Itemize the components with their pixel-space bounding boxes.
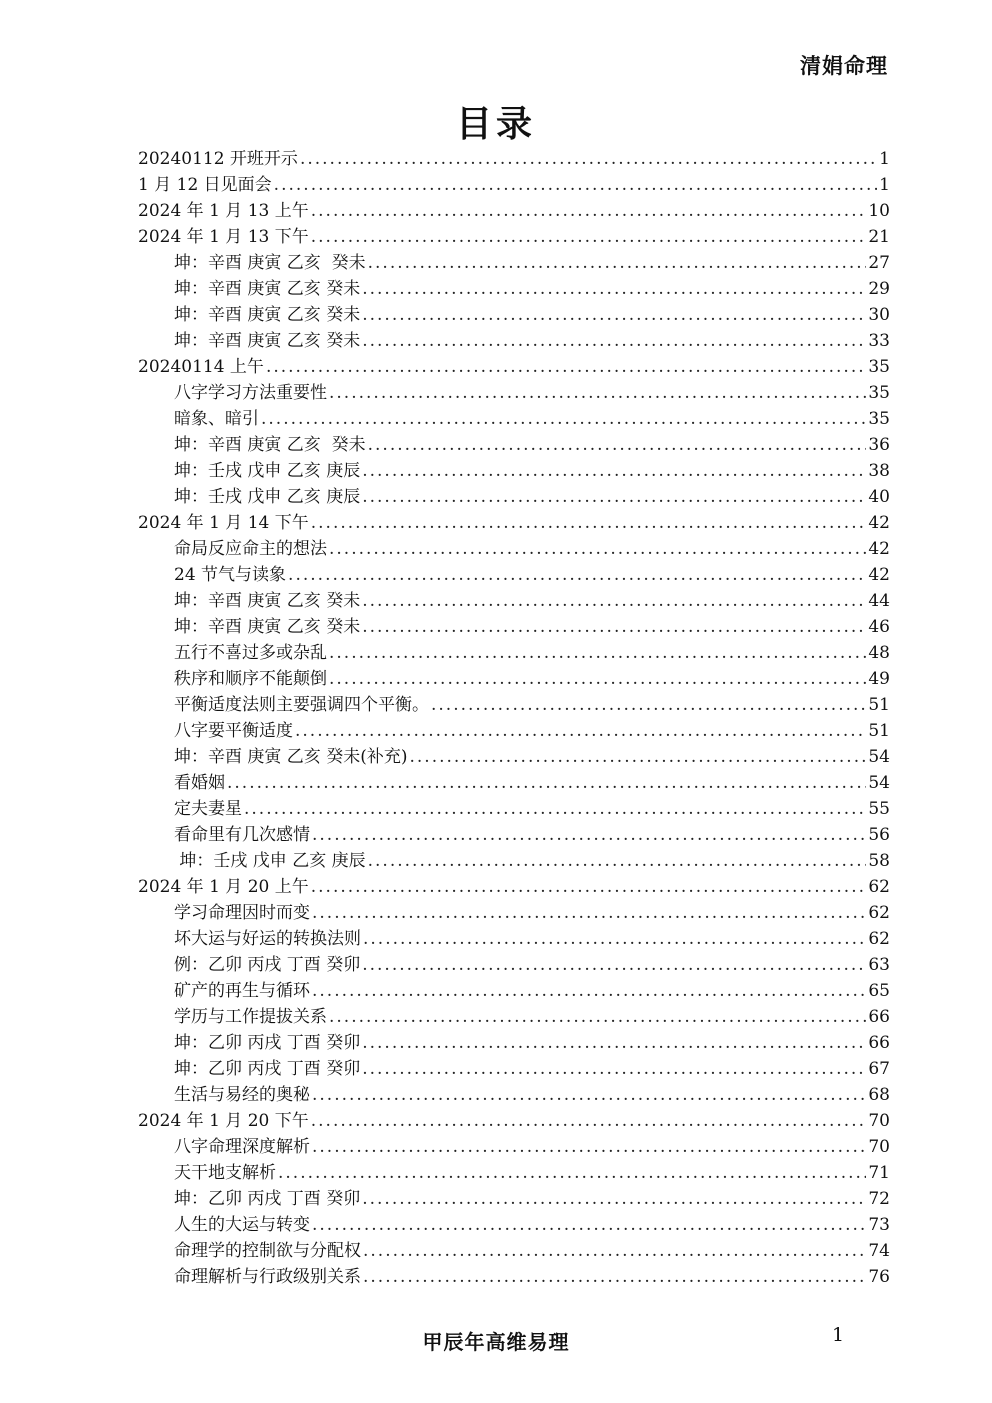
toc-entry[interactable] xyxy=(138,224,890,250)
toc-entry[interactable] xyxy=(138,250,890,276)
toc-entry-page: 40 xyxy=(868,487,890,507)
toc-entry-label: 天干地支解析 xyxy=(174,1163,276,1183)
toc-entry-page: 21 xyxy=(868,227,890,247)
toc-dot-leader xyxy=(312,822,866,848)
toc-entry[interactable] xyxy=(138,484,890,510)
toc-entry-label: 看婚姻 xyxy=(174,773,225,793)
toc-entry[interactable] xyxy=(138,510,890,536)
toc-entry-label: 坤：壬戌 戊申 乙亥 庚辰 xyxy=(174,851,366,871)
toc-entry[interactable] xyxy=(138,718,890,744)
toc-entry-label: 五行不喜过多或杂乱 xyxy=(174,643,327,663)
toc-entry-label: 20240112 开班开示 xyxy=(138,149,298,169)
toc-entry[interactable] xyxy=(138,952,890,978)
toc-entry[interactable] xyxy=(138,796,890,822)
toc-entry-label: 定夫妻星 xyxy=(174,799,242,819)
toc-entry-label: 坤：乙卯 丙戌 丁酉 癸卯 xyxy=(174,1059,361,1079)
toc-entry-page: 36 xyxy=(868,435,890,455)
toc-entry-label: 20240114 上午 xyxy=(138,357,264,377)
toc-entry-label: 坤：辛酉 庚寅 乙亥 癸未 xyxy=(174,253,366,273)
toc-entry-page: 72 xyxy=(868,1189,890,1209)
toc-entry[interactable] xyxy=(138,172,890,198)
toc-entry-label: 八字学习方法重要性 xyxy=(174,383,327,403)
toc-entry[interactable] xyxy=(138,874,890,900)
toc-entry[interactable] xyxy=(138,1134,890,1160)
toc-entry-page: 55 xyxy=(868,799,890,819)
toc-dot-leader xyxy=(329,1004,866,1030)
toc-entry-page: 49 xyxy=(868,669,890,689)
toc-entry-page: 42 xyxy=(868,565,890,585)
toc-entry-page: 51 xyxy=(868,695,890,715)
toc-entry-page: 27 xyxy=(868,253,890,273)
toc-entry-label: 命理学的控制欲与分配权 xyxy=(174,1241,361,1261)
toc-dot-leader xyxy=(227,770,866,796)
toc-entry-page: 35 xyxy=(868,383,890,403)
toc-dot-leader xyxy=(311,224,867,250)
toc-entry-label: 坤：壬戌 戊申 乙亥 庚辰 xyxy=(174,461,361,481)
toc-entry-label: 命局反应命主的想法 xyxy=(174,539,327,559)
toc-entry-label: 例：乙卯 丙戌 丁酉 癸卯 xyxy=(174,955,361,975)
toc-entry-page: 65 xyxy=(868,981,890,1001)
toc-entry[interactable] xyxy=(138,744,890,770)
toc-entry-label: 学习命理因时而变 xyxy=(174,903,310,923)
toc-entry-page: 33 xyxy=(868,331,890,351)
toc-entry-page: 70 xyxy=(868,1111,890,1131)
toc-entry-label: 平衡适度法则主要强调四个平衡。 xyxy=(174,695,429,715)
toc-dot-leader xyxy=(362,588,866,614)
toc-entry-label: 生活与易经的奥秘 xyxy=(174,1085,310,1105)
toc-entry[interactable] xyxy=(138,640,890,666)
toc-dot-leader xyxy=(362,952,866,978)
toc-entry-label: 坤：辛酉 庚寅 乙亥 癸未 xyxy=(174,591,361,611)
toc-entry-page: 76 xyxy=(868,1267,890,1287)
footer-text: 甲辰年高维易理 xyxy=(422,1330,570,1354)
toc-entry-page: 35 xyxy=(868,357,890,377)
toc-dot-leader xyxy=(274,172,878,198)
toc-entry-label: 24 节气与读象 xyxy=(174,565,287,585)
toc-entry-page: 35 xyxy=(868,409,890,429)
toc-dot-leader xyxy=(312,1134,866,1160)
toc-entry[interactable] xyxy=(138,1004,890,1030)
toc-entry[interactable] xyxy=(138,302,890,328)
toc-entry-page: 67 xyxy=(868,1059,890,1079)
toc-entry-page: 62 xyxy=(868,903,890,923)
toc-entry-label: 坤：辛酉 庚寅 乙亥 癸未 xyxy=(174,279,361,299)
toc-dot-leader xyxy=(362,328,866,354)
toc-dot-leader xyxy=(362,1186,866,1212)
toc-dot-leader xyxy=(362,484,866,510)
toc-entry-label: 2024 年 1 月 13 下午 xyxy=(138,227,309,247)
toc-entry-page: 56 xyxy=(868,825,890,845)
toc-entry[interactable] xyxy=(138,1082,890,1108)
toc-entry-label: 坤：乙卯 丙戌 丁酉 癸卯 xyxy=(174,1189,361,1209)
toc-entry-label: 坏大运与好运的转换法则 xyxy=(174,929,361,949)
toc-entry-label: 2024 年 1 月 13 上午 xyxy=(138,201,309,221)
toc-entry-label: 坤：乙卯 丙戌 丁酉 癸卯 xyxy=(174,1033,361,1053)
toc-entry[interactable] xyxy=(138,458,890,484)
toc-entry[interactable] xyxy=(138,692,890,718)
toc-entry[interactable] xyxy=(138,900,890,926)
toc-entry[interactable] xyxy=(138,822,890,848)
header-brand: 清娟命理 xyxy=(800,53,888,78)
toc-dot-leader xyxy=(244,796,866,822)
toc-entry-label: 矿产的再生与循环 xyxy=(174,981,310,1001)
toc-entry-label: 坤：辛酉 庚寅 乙亥 癸未 xyxy=(174,331,361,351)
toc-entry-label: 八字命理深度解析 xyxy=(174,1137,310,1157)
toc-entry[interactable] xyxy=(138,1212,890,1238)
toc-entry-page: 62 xyxy=(868,929,890,949)
toc-entry-page: 1 xyxy=(879,175,890,195)
toc-entry[interactable] xyxy=(138,1108,890,1134)
toc-entry[interactable] xyxy=(138,848,890,874)
toc-entry-label: 坤：辛酉 庚寅 乙亥 癸未 xyxy=(174,617,361,637)
toc-entry[interactable] xyxy=(138,1056,890,1082)
toc-entry-label: 人生的大运与转变 xyxy=(174,1215,310,1235)
toc-dot-leader xyxy=(362,1030,866,1056)
toc-dot-leader xyxy=(368,432,867,458)
toc-dot-leader xyxy=(409,744,866,770)
toc-entry[interactable] xyxy=(138,1264,890,1290)
toc-dot-leader xyxy=(311,198,867,224)
toc-entry-page: 71 xyxy=(868,1163,890,1183)
toc-dot-leader xyxy=(329,380,866,406)
toc-dot-leader xyxy=(261,406,866,432)
table-of-contents xyxy=(138,146,890,1290)
toc-entry[interactable] xyxy=(138,1186,890,1212)
toc-entry[interactable] xyxy=(138,978,890,1004)
toc-entry-label: 坤：辛酉 庚寅 乙亥 癸未 xyxy=(174,305,361,325)
toc-dot-leader xyxy=(329,666,866,692)
toc-dot-leader xyxy=(362,1056,866,1082)
toc-entry[interactable] xyxy=(138,432,890,458)
toc-entry-label: 2024 年 1 月 14 下午 xyxy=(138,513,309,533)
toc-entry-page: 1 xyxy=(879,149,890,169)
toc-dot-leader xyxy=(312,1212,866,1238)
toc-entry-page: 44 xyxy=(868,591,890,611)
toc-entry-label: 看命里有几次感情 xyxy=(174,825,310,845)
toc-dot-leader xyxy=(329,640,866,666)
toc-entry-page: 51 xyxy=(868,721,890,741)
toc-entry[interactable] xyxy=(138,666,890,692)
toc-entry-page: 54 xyxy=(868,773,890,793)
toc-entry[interactable] xyxy=(138,198,890,224)
toc-entry[interactable] xyxy=(138,562,890,588)
toc-entry-page: 73 xyxy=(868,1215,890,1235)
toc-entry-page: 42 xyxy=(868,513,890,533)
toc-entry[interactable] xyxy=(138,354,890,380)
toc-dot-leader xyxy=(329,536,866,562)
toc-entry-label: 坤：辛酉 庚寅 乙亥 癸未 xyxy=(174,435,366,455)
page-number: 1 xyxy=(832,1324,845,1346)
toc-dot-leader xyxy=(312,1082,866,1108)
toc-dot-leader xyxy=(431,692,866,718)
toc-entry-page: 30 xyxy=(868,305,890,325)
toc-entry-label: 2024 年 1 月 20 上午 xyxy=(138,877,309,897)
toc-dot-leader xyxy=(300,146,877,172)
toc-entry-label: 暗象、暗引 xyxy=(174,409,259,429)
toc-entry[interactable] xyxy=(138,406,890,432)
toc-entry[interactable] xyxy=(138,1160,890,1186)
toc-dot-leader xyxy=(266,354,866,380)
toc-entry-page: 58 xyxy=(868,851,890,871)
toc-entry-page: 66 xyxy=(868,1007,890,1027)
toc-entry[interactable] xyxy=(138,380,890,406)
toc-dot-leader xyxy=(288,562,866,588)
toc-entry[interactable] xyxy=(138,926,890,952)
toc-entry-label: 坤：辛酉 庚寅 乙亥 癸未(补充) xyxy=(174,747,408,767)
toc-dot-leader xyxy=(368,250,867,276)
toc-entry[interactable] xyxy=(138,146,890,172)
toc-entry-page: 63 xyxy=(868,955,890,975)
toc-dot-leader xyxy=(363,926,866,952)
toc-entry-label: 八字要平衡适度 xyxy=(174,721,293,741)
toc-entry-page: 42 xyxy=(868,539,890,559)
toc-entry-page: 62 xyxy=(868,877,890,897)
page-title: 目录 xyxy=(455,103,536,145)
toc-entry-page: 54 xyxy=(868,747,890,767)
toc-entry-page: 74 xyxy=(868,1241,890,1261)
toc-dot-leader xyxy=(362,458,866,484)
toc-entry-label: 学历与工作提拔关系 xyxy=(174,1007,327,1027)
toc-dot-leader xyxy=(312,900,866,926)
toc-entry-label: 2024 年 1 月 20 下午 xyxy=(138,1111,309,1131)
toc-entry[interactable] xyxy=(138,276,890,302)
toc-dot-leader xyxy=(368,848,867,874)
toc-dot-leader xyxy=(362,302,866,328)
toc-entry[interactable] xyxy=(138,328,890,354)
toc-dot-leader xyxy=(363,1264,866,1290)
toc-entry-page: 10 xyxy=(868,201,890,221)
toc-entry-page: 70 xyxy=(868,1137,890,1157)
toc-entry[interactable] xyxy=(138,770,890,796)
toc-dot-leader xyxy=(362,614,866,640)
toc-entry-page: 48 xyxy=(868,643,890,663)
toc-entry[interactable] xyxy=(138,1030,890,1056)
toc-entry-page: 38 xyxy=(868,461,890,481)
toc-entry[interactable] xyxy=(138,588,890,614)
toc-dot-leader xyxy=(295,718,866,744)
toc-entry-label: 命理解析与行政级别关系 xyxy=(174,1267,361,1287)
toc-entry-page: 46 xyxy=(868,617,890,637)
toc-dot-leader xyxy=(311,1108,867,1134)
toc-dot-leader xyxy=(311,510,867,536)
toc-entry-page: 66 xyxy=(868,1033,890,1053)
toc-entry[interactable] xyxy=(138,1238,890,1264)
toc-dot-leader xyxy=(278,1160,866,1186)
toc-entry[interactable] xyxy=(138,614,890,640)
toc-dot-leader xyxy=(363,1238,866,1264)
toc-entry-label: 1 月 12 日见面会 xyxy=(138,175,272,195)
toc-entry-label: 秩序和顺序不能颠倒 xyxy=(174,669,327,689)
toc-entry-label: 坤：壬戌 戊申 乙亥 庚辰 xyxy=(174,487,361,507)
toc-entry[interactable] xyxy=(138,536,890,562)
toc-dot-leader xyxy=(312,978,866,1004)
toc-dot-leader xyxy=(362,276,866,302)
toc-entry-page: 68 xyxy=(868,1085,890,1105)
toc-dot-leader xyxy=(311,874,867,900)
toc-entry-page: 29 xyxy=(868,279,890,299)
